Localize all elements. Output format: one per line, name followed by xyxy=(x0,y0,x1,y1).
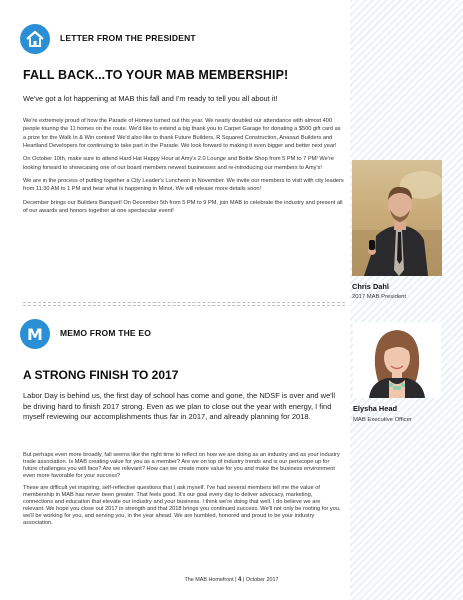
house-icon xyxy=(20,24,50,54)
article-title: FALL BACK...TO YOUR MAB MEMBERSHIP! xyxy=(23,68,289,82)
executive-officer-photo xyxy=(353,322,441,398)
article-intro: Labor Day is behind us, the first day of school has come and gone, the NDSF is over and we'll be driving hard to finish 2017 strong. Even as we plan to close out the year with energy, I find myself reviewing our accomplishments thus far in 2017, and already planning for 2018. xyxy=(23,391,336,422)
caption-role: MAB Executive Officer xyxy=(353,417,412,423)
section-label: MEMO FROM THE EO xyxy=(60,328,152,338)
m-icon xyxy=(20,319,50,349)
paragraph: We're extremely proud of how the Parade of Homes turned out this year. We nearly doubled our attendance with almost 400 people touring the 11 homes on the route. We'd like to extend a big thank you to Carpet Garage for donating a $500 gift card as a prize for the Walk In & Win contest! We'd also like to thank Future Builders, R Squared Construction, Anasazi Builders and Heartland Developers for continuing to take part in the Parade. We look forward to making it even bigger and better next year! xyxy=(23,118,341,149)
paragraph: These are difficult yet inspiring, self-reflective questions that I ask myself. I've had several members tell me the value of membership in MAB has never been greater. That feels good. It's our goal every day to deliver advocacy, marketing, connections and education that elevate our industry and your business. I think we're doing that well. I do believe we are relevant. We hope you close out 2017 in strength and that 2018 brings you continued success. We'll not only be rooting for you, we'll be working for you, and serving you, in the year ahead. We are humbled, honored and proud to be your industry association. xyxy=(23,484,341,527)
caption-name: Chris Dahl xyxy=(352,282,389,291)
article-body xyxy=(23,452,343,532)
caption-name: Elysha Head xyxy=(353,404,397,413)
article-intro: We've got a lot happening at MAB this fall and I'm ready to tell you all about it! xyxy=(23,94,278,103)
footer-publication: The MAB Homefront | xyxy=(184,577,237,583)
section-header-letter xyxy=(20,24,345,54)
m-icon-letter: M xyxy=(27,324,43,344)
paragraph: We are in the process of putting together a City Leader's Luncheon in November. We invite our members to visit with city leaders from 11:30 AM to 1 PM and hear what is happening in Minot. We will release more details soon! xyxy=(23,178,344,193)
president-photo xyxy=(352,160,442,276)
page-footer xyxy=(0,577,463,583)
footer-date: | October 2017 xyxy=(242,577,279,583)
paragraph: On October 10th, make sure to attend Hard Hat Happy Hour at Amy's 2.0 Lounge and Bottle Shop from 5 PM to 7 PM! We're looking forward to showcasing one of our board members newest businesses and re-introducing our members to Amy's! xyxy=(23,156,334,171)
section-label: LETTER FROM THE PRESIDENT xyxy=(60,33,196,43)
article-title: A STRONG FINISH TO 2017 xyxy=(23,368,179,382)
caption-role: 2017 MAB President xyxy=(352,294,407,300)
article-body xyxy=(23,117,345,221)
page-number: 4 xyxy=(238,577,242,583)
section-header-memo xyxy=(20,319,345,349)
paragraph: December brings our Builders Banquet! On December 5th from 5 PM to 9 PM, join MAB to celebrate the industry and present all of our awards and honors together at one spectacular event! xyxy=(23,199,343,215)
section-divider xyxy=(23,302,345,306)
paragraph: But perhaps even more broadly, fall seems like the right time to reflect on how we are doing as an industry and as your industry trade association. Is MAB creating value for you as a member? Are we on top of industry trends and is our periscope up for future challenges you will face? Are we relevant? How can we create more value for you and make the business environment even more favorable for your success? xyxy=(23,452,340,480)
sidebar-stripes xyxy=(350,0,463,600)
